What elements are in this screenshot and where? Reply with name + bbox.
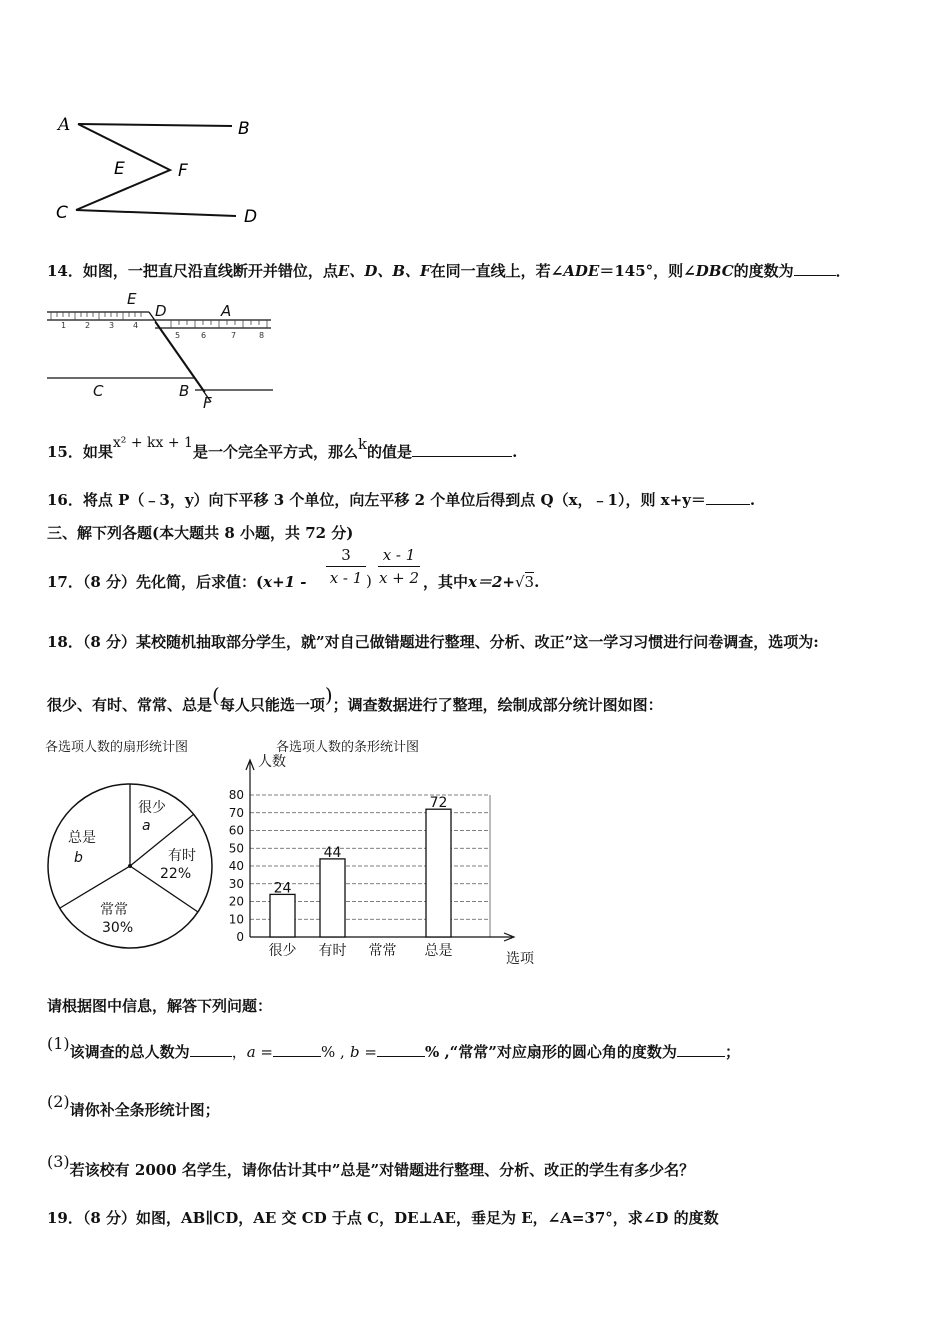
ruler-label-F: F: [203, 394, 212, 412]
y-tick-label: 40: [228, 859, 244, 873]
bar: [426, 809, 451, 937]
expression: x² + kx + 1: [112, 435, 193, 451]
ruler-num-6: 6: [201, 331, 207, 340]
ruler-num-8: 8: [259, 331, 265, 340]
label-F: F: [178, 161, 188, 181]
question-17-condition: ，其中x＝2+√3.: [423, 573, 540, 591]
y-tick-label: 20: [228, 894, 244, 909]
sqrt: √3: [514, 573, 535, 591]
y-axis-label: 人数: [258, 754, 286, 770]
ruler-label-B: B: [179, 382, 190, 400]
label-A: A: [58, 115, 71, 135]
question-14: 14．如图，一把直尺沿直线断开并错位，点E、D、B、F在同一直线上，若∠ADE＝145°，则∠DBC的度数为 ．: [47, 262, 851, 280]
pie-label-name: 有时: [168, 848, 196, 864]
y-tick-label: 10: [228, 912, 244, 927]
ruler-label-A: A: [221, 302, 232, 320]
answer-blank-16[interactable]: [706, 490, 750, 505]
answer-blank-14[interactable]: [794, 261, 836, 276]
ruler-num-4: 4: [133, 321, 139, 330]
fraction-1: 3 x - 1: [326, 546, 366, 587]
y-tick-label: 70: [228, 805, 244, 820]
bar: [320, 859, 345, 937]
answer-blank-15[interactable]: [412, 442, 512, 457]
pie-label-name: 很少: [138, 800, 166, 816]
ruler-label-D: D: [155, 302, 167, 320]
x-tick-label: 总是: [424, 943, 453, 959]
label-D: D: [244, 207, 258, 227]
ruler-label-C: C: [93, 382, 104, 400]
x-tick-label: 很少: [268, 943, 297, 959]
bar-data-label: 44: [323, 844, 342, 861]
answer-blank-total[interactable]: [190, 1042, 232, 1057]
ruler-num-2: 2: [85, 321, 91, 330]
x-tick-label: 有时: [318, 943, 347, 959]
pie-label-name: 常常: [100, 902, 128, 918]
pie-label-value: a: [142, 818, 151, 834]
label-B: B: [238, 119, 250, 139]
question-19: 19．（8 分）如图，AB∥CD，AE 交 CD 于点 C，DE⊥AE，垂足为 E，∠A=37°，求∠D 的度数: [47, 1209, 719, 1227]
question-16: 16．将点 P（﹣3，y）向下平移 3 个单位，向左平移 2 个单位后得到点 Q（x，﹣1），则 x+y＝ .: [47, 491, 756, 509]
figure-14: [45, 290, 280, 415]
ruler-num-3: 3: [109, 321, 115, 330]
pie-chart: [44, 780, 218, 956]
pie-chart-title: 各选项人数的扇形统计图: [45, 740, 189, 755]
pie-label-value: 30%: [102, 920, 134, 936]
pie-label-value: b: [74, 850, 83, 866]
label-C: C: [56, 203, 68, 223]
ruler-label-E: E: [127, 290, 137, 308]
pie-label-value: 22%: [160, 866, 192, 882]
info-prompt: 请根据图中信息，解答下列问题：: [47, 997, 273, 1015]
figure-13: [50, 110, 280, 230]
bar-chart-title: 各选项人数的条形统计图: [276, 740, 420, 755]
label-E: E: [114, 159, 125, 179]
question-18-line2: 很少、有时、常常、总是(每人只能选一项)；调查数据进行了整理，绘制成部分统计图如图：: [47, 683, 663, 714]
answer-blank-a[interactable]: [273, 1042, 321, 1057]
y-tick-label: 0: [236, 930, 244, 944]
pie-label-name: 总是: [68, 830, 96, 846]
question-17: 17．（8 分）先化简，后求值：(x+1 -: [47, 573, 307, 591]
section-3-title: 三、解下列各题(本大题共 8 小题，共 72 分): [47, 524, 354, 542]
answer-blank-angle[interactable]: [677, 1042, 725, 1057]
ruler-num-5: 5: [175, 331, 181, 340]
sub-question-3: (3)若该校有 2000 名学生，请你估计其中”总是”对错题进行整理、分析、改正的学生有多少名？: [47, 1152, 695, 1179]
sub-question-1: (1)该调查的总人数为 ，a = % , b = % ,“常常”对应扇形的圆心角的度数为 ；: [47, 1034, 740, 1061]
x-axis-label: 选项: [506, 951, 534, 967]
x-tick-label: 常常: [368, 943, 397, 959]
question-18-line1: 18．（8 分）某校随机抽取部分学生，就”对自己做错题进行整理、分析、改正”这一学习习惯进行问卷调查，选项为:: [47, 633, 819, 651]
bar-data-label: 24: [273, 880, 292, 897]
bar-data-label: 72: [429, 795, 448, 812]
question-15: 15．如果x² + kx + 1是一个完全平方式，那么k的值是 .: [47, 435, 518, 461]
paren-close: ): [366, 572, 372, 590]
ruler-num-1: 1: [61, 321, 67, 330]
y-tick-label: 50: [228, 841, 244, 856]
y-tick-label: 80: [228, 788, 244, 802]
bar-chart: [222, 750, 534, 970]
sub-question-2: (2)请你补全条形统计图；: [47, 1092, 220, 1119]
ruler-num-7: 7: [231, 331, 237, 340]
y-tick-label: 30: [228, 876, 244, 891]
y-tick-label: 60: [228, 823, 244, 838]
answer-blank-b[interactable]: [377, 1042, 425, 1057]
bar: [270, 894, 295, 937]
fraction-2: x - 1 x + 2: [378, 546, 420, 587]
